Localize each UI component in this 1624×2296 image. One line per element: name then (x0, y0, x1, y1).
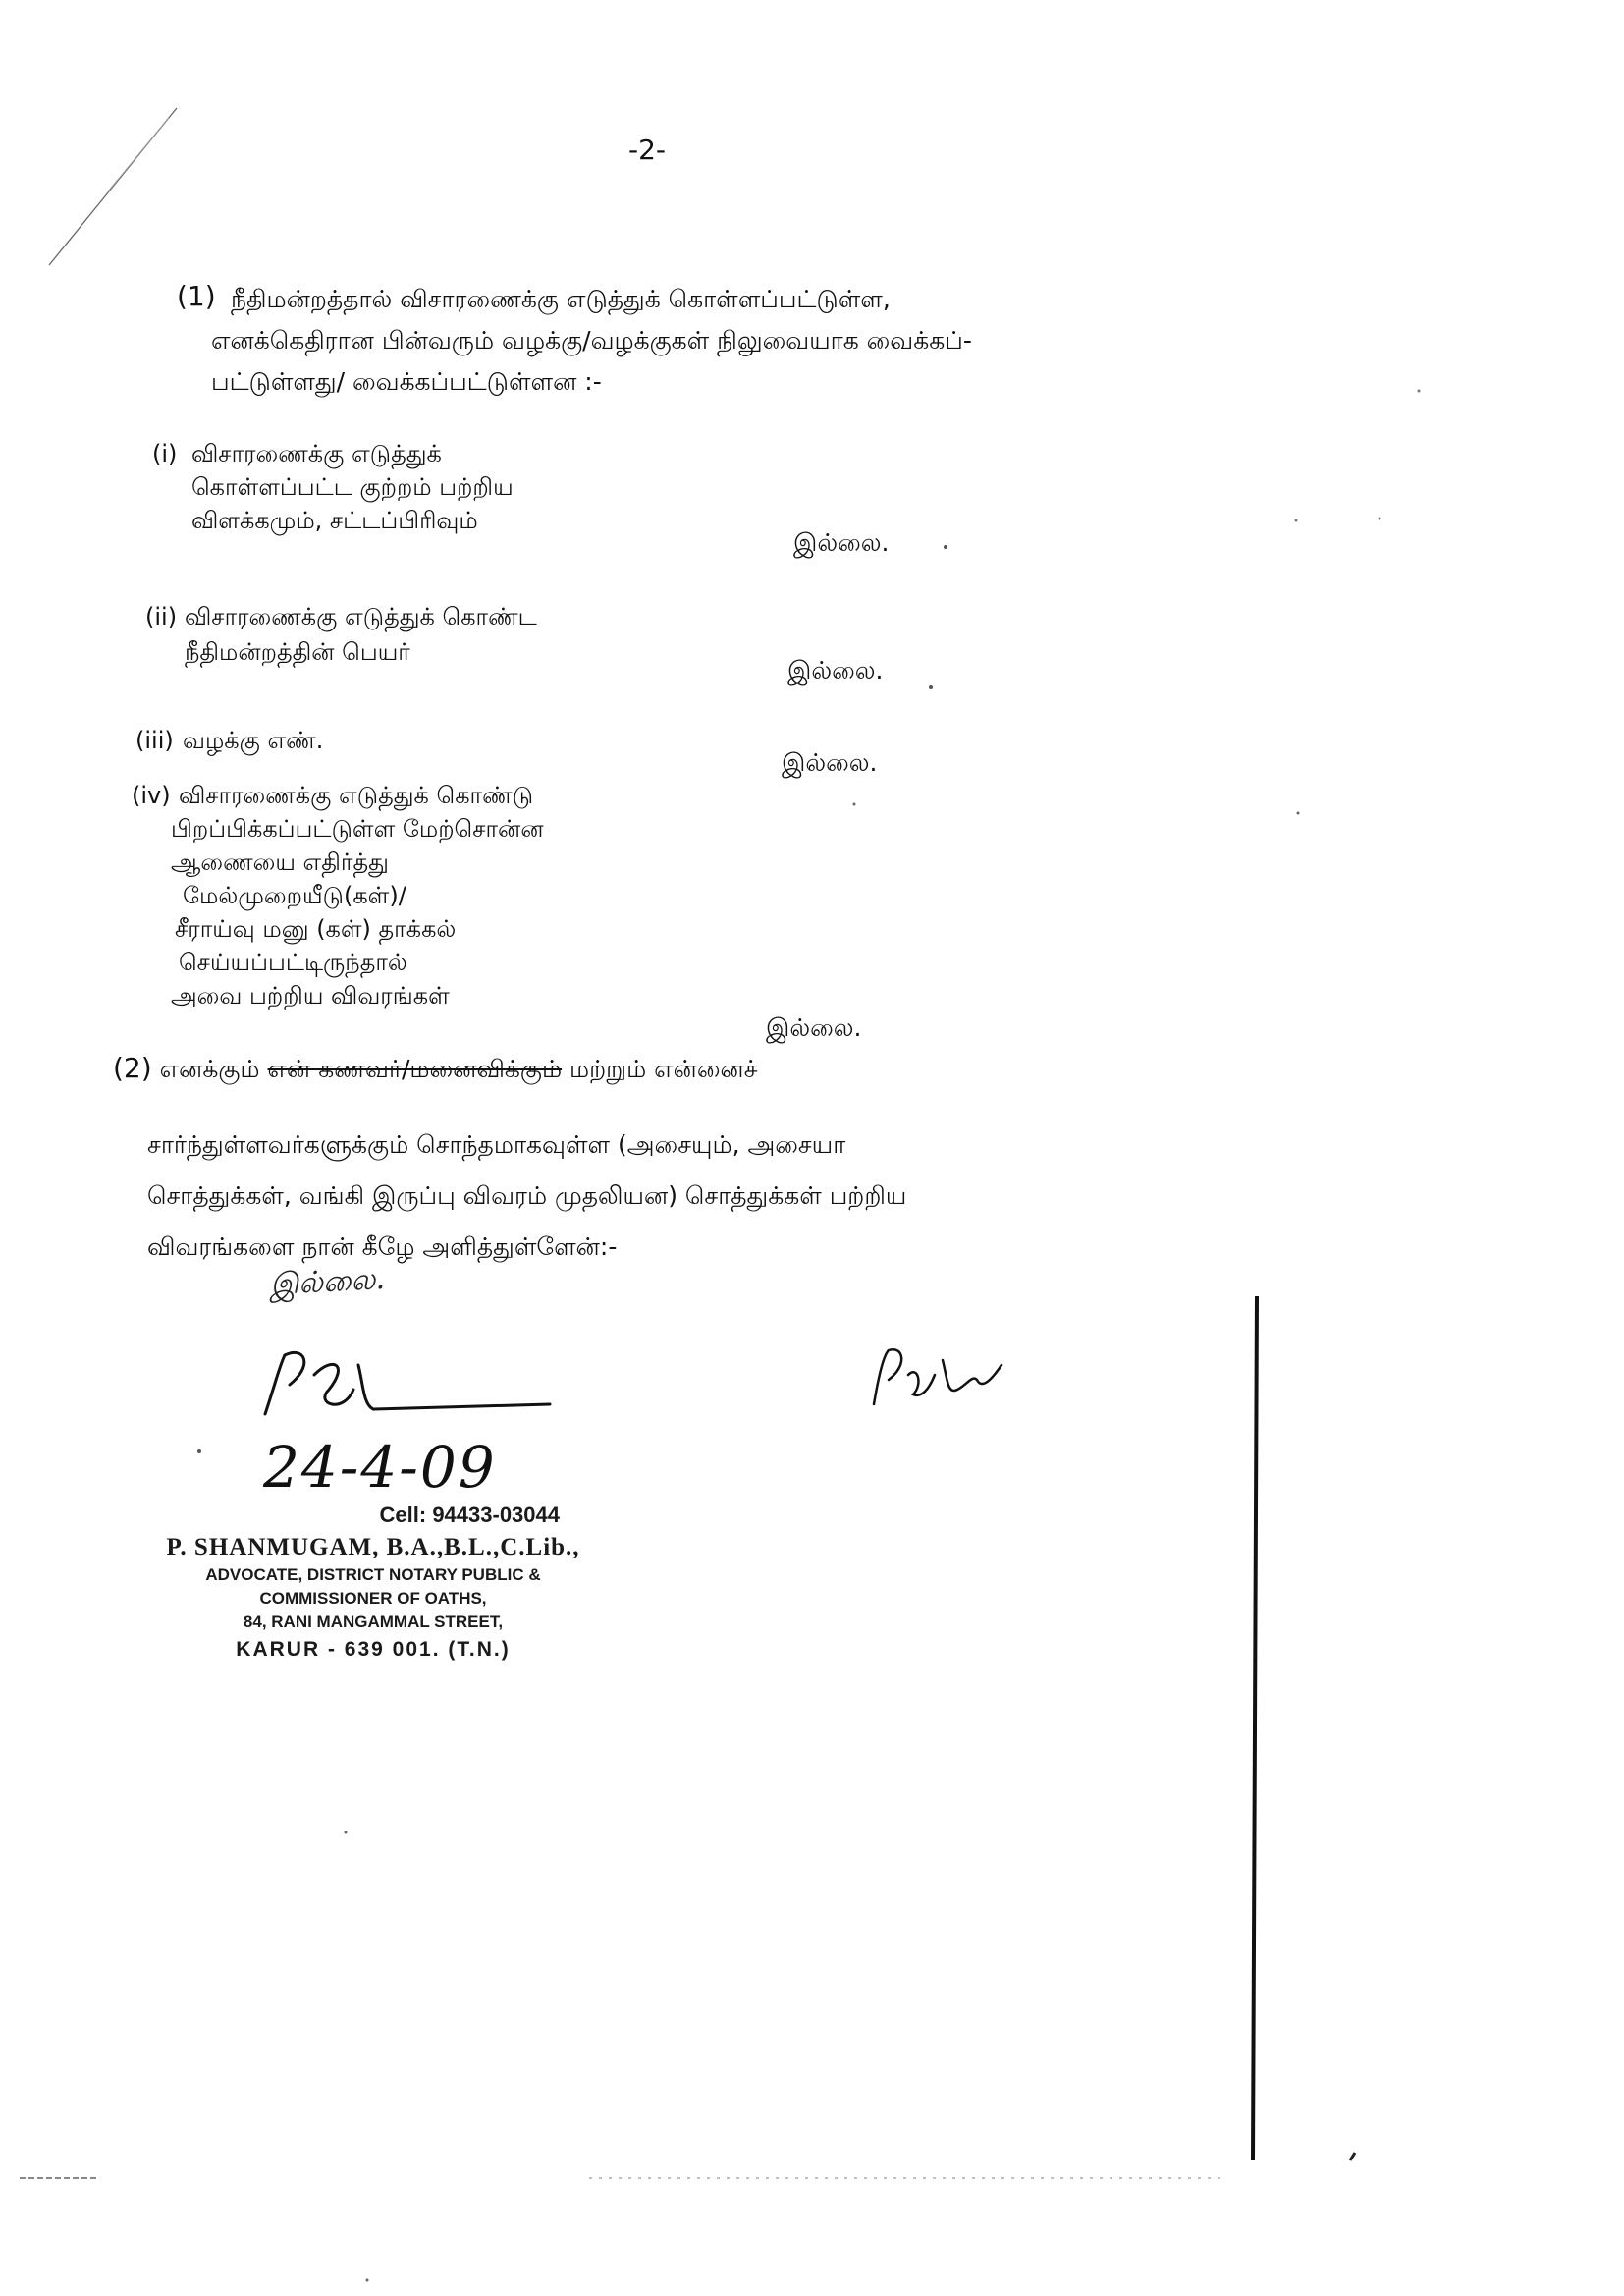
stamp-line: COMMISSIONER OF OATHS, (259, 1589, 487, 1608)
stamp-line: KARUR - 639 001. (T.N.) (236, 1638, 511, 1661)
item-i-answer: இல்லை. (793, 528, 890, 557)
section-1-line: பட்டுள்ளது/ வைக்கப்பட்டுள்ளன :- (211, 367, 602, 396)
section-2-text: எனக்கும் (159, 1055, 260, 1083)
item-label: (ii) (145, 603, 178, 630)
item-line: நீதிமன்றத்தின் பெயர் (185, 638, 410, 666)
item-iv-answer: இல்லை. (766, 1013, 862, 1042)
section-2-line: சொத்துக்கள், வங்கி இருப்பு விவரம் முதலியன) சொத்துக்கள் பற்றிய (147, 1181, 907, 1210)
item-line: விசாரணைக்கு எடுத்துக் கொண்டு (179, 782, 534, 809)
item-ii-answer: இல்லை. (787, 656, 884, 684)
item-line: விசாரணைக்கு எடுத்துக் கொண்ட (185, 603, 537, 630)
stamp-name: P. SHANMUGAM, B.A.,B.L.,C.Lib., (166, 1534, 580, 1560)
item-line: செய்யப்பட்டிருந்தால் (179, 949, 407, 976)
section-2-line: சார்ந்துள்ளவர்களுக்கும் சொந்தமாகவுள்ள (அசையும், அசையா (147, 1130, 846, 1159)
section-2-text: மற்றும் என்னைச் (569, 1055, 758, 1083)
item-label: (i) (152, 440, 178, 467)
item-line: மேல்முறையீடு(கள்)/ (183, 882, 406, 909)
section-1-line: நீதிமன்றத்தால் விசாரணைக்கு எடுத்துக் கொள்ளப்பட்டுள்ள, (231, 285, 891, 313)
item-line: ஆணையை எதிர்த்து (171, 848, 389, 876)
item-line: அவை பற்றிய விவரங்கள் (171, 982, 450, 1010)
item-line: விளக்கமும், சட்டப்பிரிவும் (191, 507, 478, 534)
stamp-line: ADVOCATE, DISTRICT NOTARY PUBLIC & (205, 1565, 541, 1584)
section-2-number: (2) (113, 1052, 152, 1084)
handwritten-date: 24-4-09 (263, 1434, 497, 1501)
stamp-line: 84, RANI MANGAMMAL STREET, (243, 1613, 504, 1631)
item-label: (iii) (135, 727, 174, 754)
item-iii-answer: இல்லை. (782, 748, 878, 777)
section-1-line: எனக்கெதிரான பின்வரும் வழக்கு/வழக்குகள் நிலுவையாக வைக்கப்- (211, 326, 972, 355)
item-label: (iv) (132, 782, 171, 809)
item-line: சீராய்வு மனு (கள்) தாக்கல் (175, 915, 457, 943)
item-line: கொள்ளப்பட்ட குற்றம் பற்றிய (191, 473, 514, 501)
section-1-number: (1) (177, 280, 216, 312)
item-line: வழக்கு எண். (183, 727, 324, 754)
handwritten-nil: இல்லை. (269, 1261, 386, 1303)
section-2-struck-text: என் கணவர்/மனைவிக்கும் (267, 1055, 563, 1083)
item-line: விசாரணைக்கு எடுத்துக் (191, 440, 442, 467)
item-line: பிறப்பிக்கப்பட்டுள்ள மேற்சொன்ன (171, 815, 544, 843)
stamp-cell: Cell: 94433-03044 (379, 1503, 560, 1527)
page-number: -2- (628, 134, 667, 166)
section-2-line: விவரங்களை நான் கீழே அளித்துள்ளேன்:- (147, 1232, 618, 1261)
